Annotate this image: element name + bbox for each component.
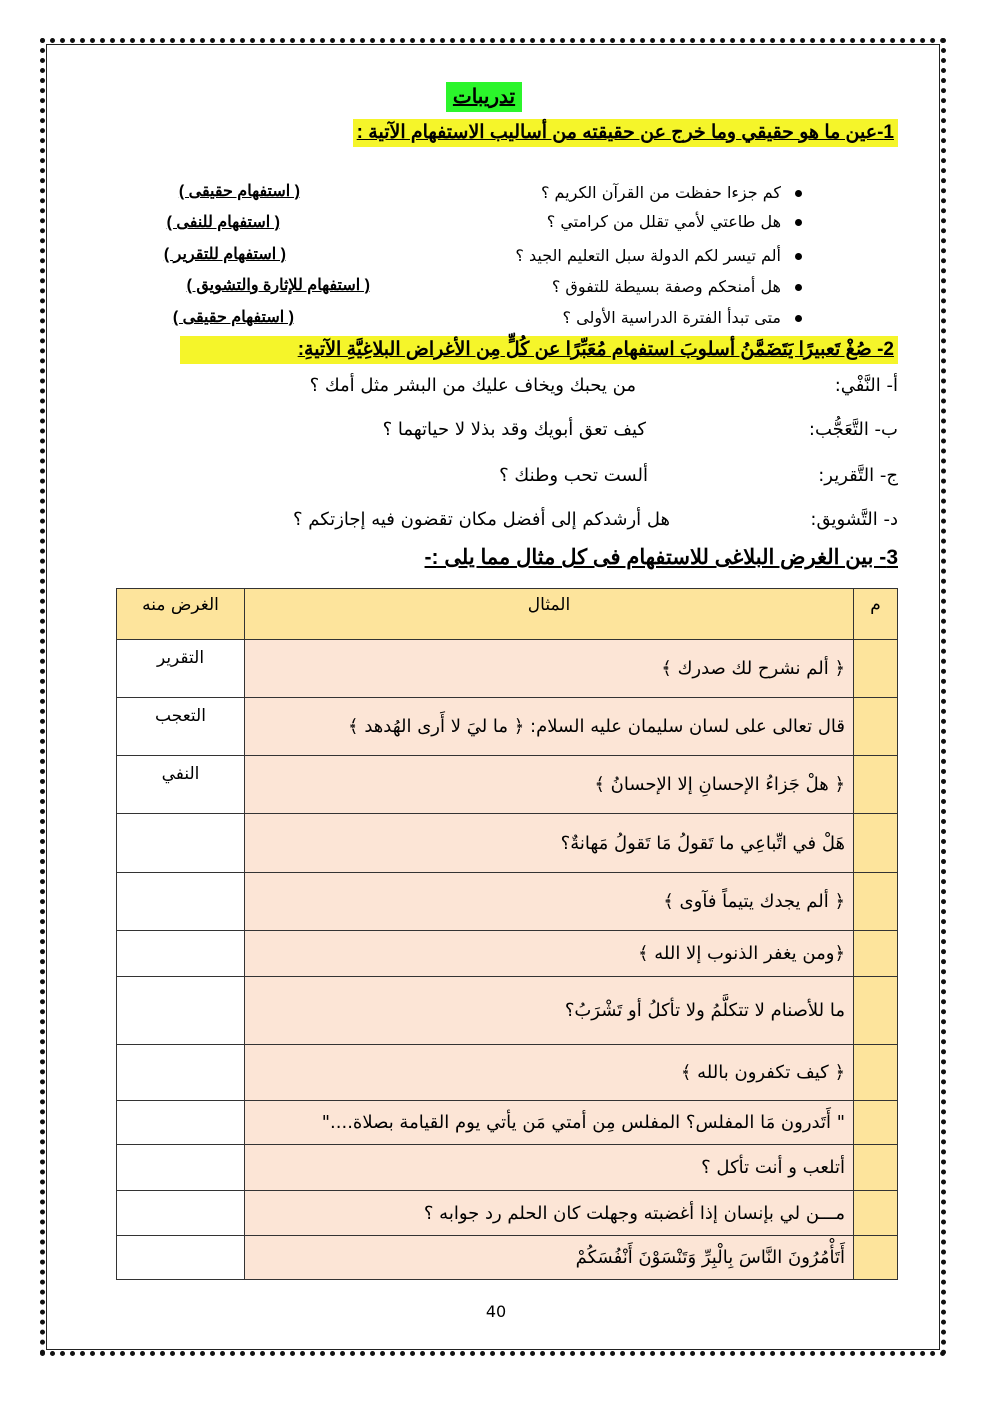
- example-cell: مـــن لي بإنسان إذا أغضبته وجهلت كان الحلم رد جوابه ؟: [245, 1191, 854, 1236]
- purpose-cell[interactable]: [117, 1191, 245, 1236]
- example-cell: ﴿ ألم يجدك يتيماً فآوى ﴾: [245, 873, 854, 931]
- table-row: [117, 1045, 898, 1101]
- row-number-cell: [854, 756, 898, 814]
- table-row: [117, 873, 898, 931]
- answer-2: ( استفهام للنفى ): [166, 214, 280, 231]
- label-taajjub: ب- التَّعَجُّب:: [808, 419, 898, 440]
- row-number-cell: [854, 1145, 898, 1191]
- purpose-cell[interactable]: [117, 1045, 245, 1101]
- example-cell: ﴿ ألم نشرح لك صدرك ﴾: [245, 640, 854, 698]
- bullet-icon: [795, 190, 802, 197]
- row-number-cell: [854, 931, 898, 977]
- example-taqrir: ألست تحب وطنك ؟: [499, 465, 648, 486]
- list-item: هل أمنحكم وصفة بسيطة للتفوق ؟: [462, 274, 802, 300]
- answer-1: ( استفهام حقيقى ): [178, 183, 300, 200]
- table-row: [117, 977, 898, 1045]
- example-cell: " أَتَدرون مَا المفلس؟ المفلس مِن أمتي مَن يأتي يوم القيامة بصلاة....": [245, 1101, 854, 1145]
- example-cell: ﴿ومن يغفر الذنوب إلا الله ﴾: [245, 931, 854, 977]
- purpose-cell[interactable]: [117, 931, 245, 977]
- column-header-purpose: الغرض منه: [117, 589, 245, 640]
- table-row: [117, 1236, 898, 1280]
- bullet-icon: [795, 284, 802, 291]
- table-row: [117, 1191, 898, 1236]
- table-row: [117, 931, 898, 977]
- example-cell: أتلعب و أنت تأكل ؟: [245, 1145, 854, 1191]
- page-title: تدريبات: [446, 82, 522, 112]
- bullet-icon: [795, 219, 802, 226]
- row-number-cell: [854, 1191, 898, 1236]
- question-1-heading: 1-عين ما هو حقيقي وما خرج عن حقيقته من أساليب الاستفهام الآتية :: [353, 119, 898, 147]
- row-number-cell: [854, 873, 898, 931]
- page-number: 40: [485, 1302, 507, 1321]
- row-number-cell: [854, 977, 898, 1045]
- row-number-cell: [854, 814, 898, 873]
- purpose-cell[interactable]: [117, 814, 245, 873]
- row-number-cell: [854, 1236, 898, 1280]
- purpose-cell[interactable]: [117, 1101, 245, 1145]
- example-cell: ﴿ هلْ جَزاءُ الإحسانِ إلا الإحسانُ ﴾: [245, 756, 854, 814]
- purpose-cell[interactable]: [117, 977, 245, 1045]
- question-2-heading: 2- صُغْ تَعبيرًا يَتَضَمَّنُ أسلوبَ استفهام مُعَبِّرًا عن كُلٍّ مِن الأغراض البلاغِيَّةِ الآتيةِ:: [180, 336, 898, 364]
- example-tashwiq: هل أرشدكم إلى أفضل مكان تقضون فيه إجازتكم ؟: [292, 509, 670, 530]
- answer-3: ( استفهام للتقرير ): [163, 246, 286, 263]
- table-row: [117, 1101, 898, 1145]
- list-item: كم جزءا حفظت من القرآن الكريم ؟: [462, 180, 802, 206]
- example-cell: قال تعالى على لسان سليمان عليه السلام: ﴿ ما ليَ لا أَرى الهُدهد ﴾: [245, 698, 854, 756]
- purpose-cell[interactable]: [117, 1145, 245, 1191]
- purpose-cell[interactable]: [117, 873, 245, 931]
- list-item: هل طاعتي لأمي تقلل من كرامتي ؟: [462, 209, 802, 235]
- table-row: [117, 1145, 898, 1191]
- example-taajjub: كيف تعق أبويك وقد بذلا لا حياتهما ؟: [382, 419, 646, 440]
- list-item: ألم تيسر لكم الدولة سبل التعليم الجيد ؟: [462, 243, 802, 269]
- example-cell: ﴿ كيف تكفرون بالله ﴾: [245, 1045, 854, 1101]
- label-taqrir: ج- التَّقرير:: [818, 465, 898, 486]
- label-nafy: أ- النَّفْي:: [834, 375, 898, 396]
- purpose-cell[interactable]: النفي: [117, 756, 245, 814]
- table-row: [117, 698, 898, 756]
- list-item: متى تبدأ الفترة الدراسية الأولى ؟: [462, 305, 802, 331]
- example-cell: هَلْ في اتِّباعِي ما تَقولُ مَا تَقولُ مَهانةٌ؟: [245, 814, 854, 873]
- row-number-cell: [854, 1101, 898, 1145]
- bullet-icon: [795, 315, 802, 322]
- answer-4: ( استفهام للإثارة والتشويق ): [186, 277, 370, 294]
- table-header-row: [117, 589, 898, 640]
- label-tashwiq: د- التَّشويق:: [810, 509, 898, 530]
- purpose-cell[interactable]: التعجب: [117, 698, 245, 756]
- example-nafy: من يحبك ويخاف عليك من البشر مثل أمك ؟: [309, 375, 636, 396]
- row-number-cell: [854, 640, 898, 698]
- answer-5: ( استفهام حقيقى ): [172, 309, 294, 326]
- column-header-example: المثال: [245, 589, 854, 640]
- example-cell: ما للأصنام لا تتكلَّمُ ولا تأكلُ أو تَشْرَبُ؟: [245, 977, 854, 1045]
- purpose-cell[interactable]: التقرير: [117, 640, 245, 698]
- row-number-cell: [854, 1045, 898, 1101]
- table-row: [117, 814, 898, 873]
- row-number-cell: [854, 698, 898, 756]
- question-3-heading: 3- بين الغرض البلاغى للاستفهام فى كل مثال مما يلى :-: [424, 546, 898, 569]
- example-cell: أَتَأْمُرُونَ النَّاسَ بِالْبِرِّ وَتَنْسَوْنَ أَنْفُسَكُمْ: [245, 1236, 854, 1280]
- table-row: [117, 640, 898, 698]
- examples-table: [116, 588, 898, 1280]
- table-row: [117, 756, 898, 814]
- column-header-number: م: [854, 589, 898, 640]
- bullet-icon: [795, 253, 802, 260]
- purpose-cell[interactable]: [117, 1236, 245, 1280]
